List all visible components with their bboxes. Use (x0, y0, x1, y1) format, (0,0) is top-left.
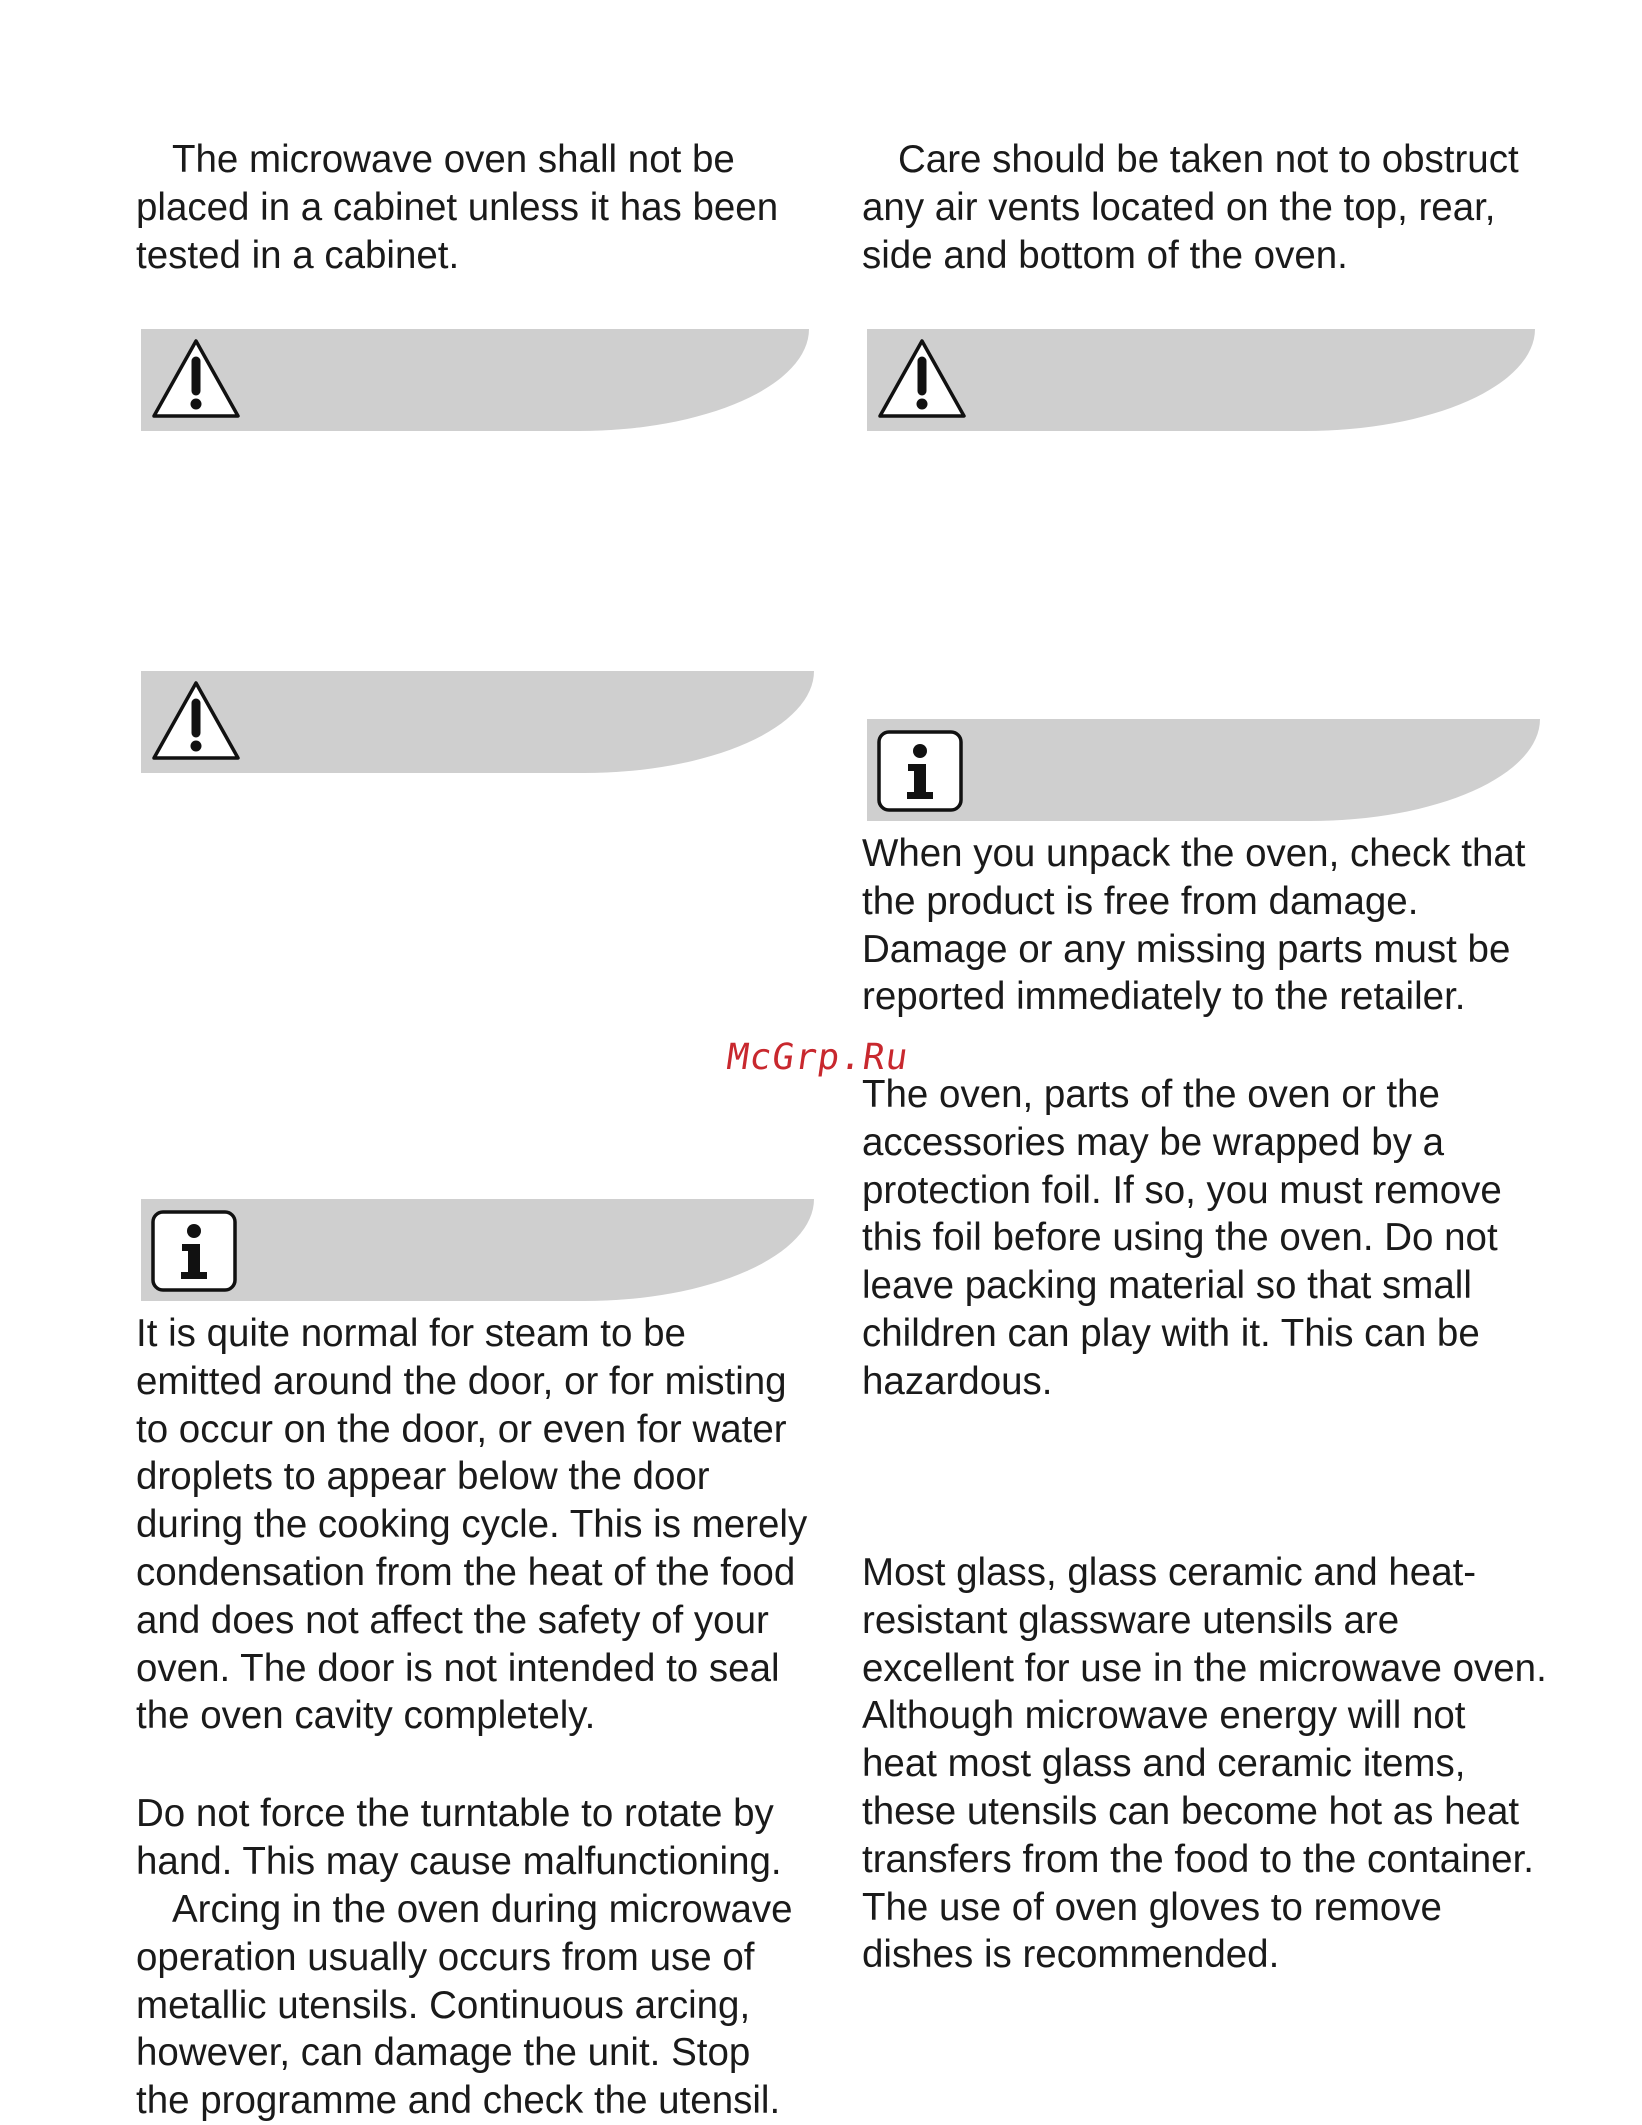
text-line: the product is free from damage. (862, 879, 1419, 923)
text-line: emitted around the door, or for misting (136, 1359, 787, 1403)
text-line: Although microwave energy will not (862, 1694, 1466, 1738)
text-line: this foil before using the oven. Do not (862, 1216, 1498, 1260)
text-line: condensation from the heat of the food (136, 1550, 796, 1594)
text-line: dishes is recommended. (862, 1933, 1280, 1977)
text-line: The oven, parts of the oven or the (862, 1073, 1440, 1116)
text-line: any air vents located on the top, rear, (862, 185, 1496, 229)
foil-note (862, 1071, 1502, 1406)
turntable-note (136, 1790, 782, 1886)
info-banner (867, 719, 1540, 821)
text-line: hazardous. (862, 1359, 1053, 1403)
text-line: during the cooking cycle. This is merely (136, 1503, 808, 1547)
text-line: Damage or any missing parts must be (862, 927, 1511, 971)
text-line: When you unpack the oven, check that (862, 832, 1526, 875)
text-line: to occur on the door, or even for water (136, 1407, 787, 1451)
text-line: It is quite normal for steam to be (136, 1312, 686, 1355)
glass-note (862, 1549, 1547, 1979)
text-line: these utensils can become hot as heat (862, 1789, 1520, 1833)
text-line: children can play with it. This can be (862, 1311, 1480, 1355)
text-line: excellent for use in the microwave oven. (862, 1646, 1547, 1690)
warning-icon (876, 337, 968, 426)
warning-banner (141, 671, 814, 773)
text-line: resistant glassware utensils are (862, 1598, 1400, 1642)
text-line: side and bottom of the oven. (862, 233, 1348, 277)
text-line: droplets to appear below the door (136, 1455, 710, 1499)
text-line: hand. This may cause malfunctioning. (136, 1839, 782, 1883)
warning-icon (150, 337, 242, 426)
text-line: leave packing material so that small (862, 1264, 1472, 1308)
text-line: tested in a cabinet. (136, 233, 460, 277)
text-line: The microwave oven shall not be (172, 138, 735, 181)
text-line: operation usually occurs from use of (136, 1935, 755, 1979)
text-line: reported immediately to the retailer. (862, 975, 1466, 1019)
unpack-note (862, 830, 1525, 1021)
vents-note (862, 136, 1519, 279)
text-line: oven. The door is not intended to seal (136, 1646, 780, 1690)
info-icon (876, 729, 964, 818)
text-line: Do not force the turntable to rotate by (136, 1792, 774, 1835)
text-line: the oven cavity completely. (136, 1694, 596, 1738)
text-line: Care should be taken not to obstruct (898, 138, 1519, 181)
text-line: heat most glass and ceramic items, (862, 1742, 1466, 1786)
steam-note (136, 1310, 807, 1740)
warning-banner (867, 329, 1535, 431)
info-banner (141, 1199, 814, 1301)
text-line: metallic utensils. Continuous arcing, (136, 1983, 751, 2027)
text-line: the programme and check the utensil. (136, 2079, 781, 2123)
warning-banner (141, 329, 809, 431)
text-line: however, can damage the unit. Stop (136, 2031, 751, 2075)
info-icon (150, 1209, 238, 1298)
warning-icon (150, 679, 242, 768)
watermark: McGrp.Ru (724, 1037, 912, 1078)
text-line: placed in a cabinet unless it has been (136, 185, 779, 229)
text-line: Arcing in the oven during microwave (172, 1888, 793, 1931)
text-line: transfers from the food to the container. (862, 1837, 1534, 1881)
text-line: accessories may be wrapped by a (862, 1120, 1445, 1164)
text-line: The use of oven gloves to remove (862, 1885, 1442, 1929)
cabinet-note (136, 136, 778, 279)
arcing-note (136, 1886, 793, 2125)
text-line: Most glass, glass ceramic and heat- (862, 1551, 1477, 1594)
text-line: and does not affect the safety of your (136, 1598, 769, 1642)
text-line: protection foil. If so, you must remove (862, 1168, 1502, 1212)
